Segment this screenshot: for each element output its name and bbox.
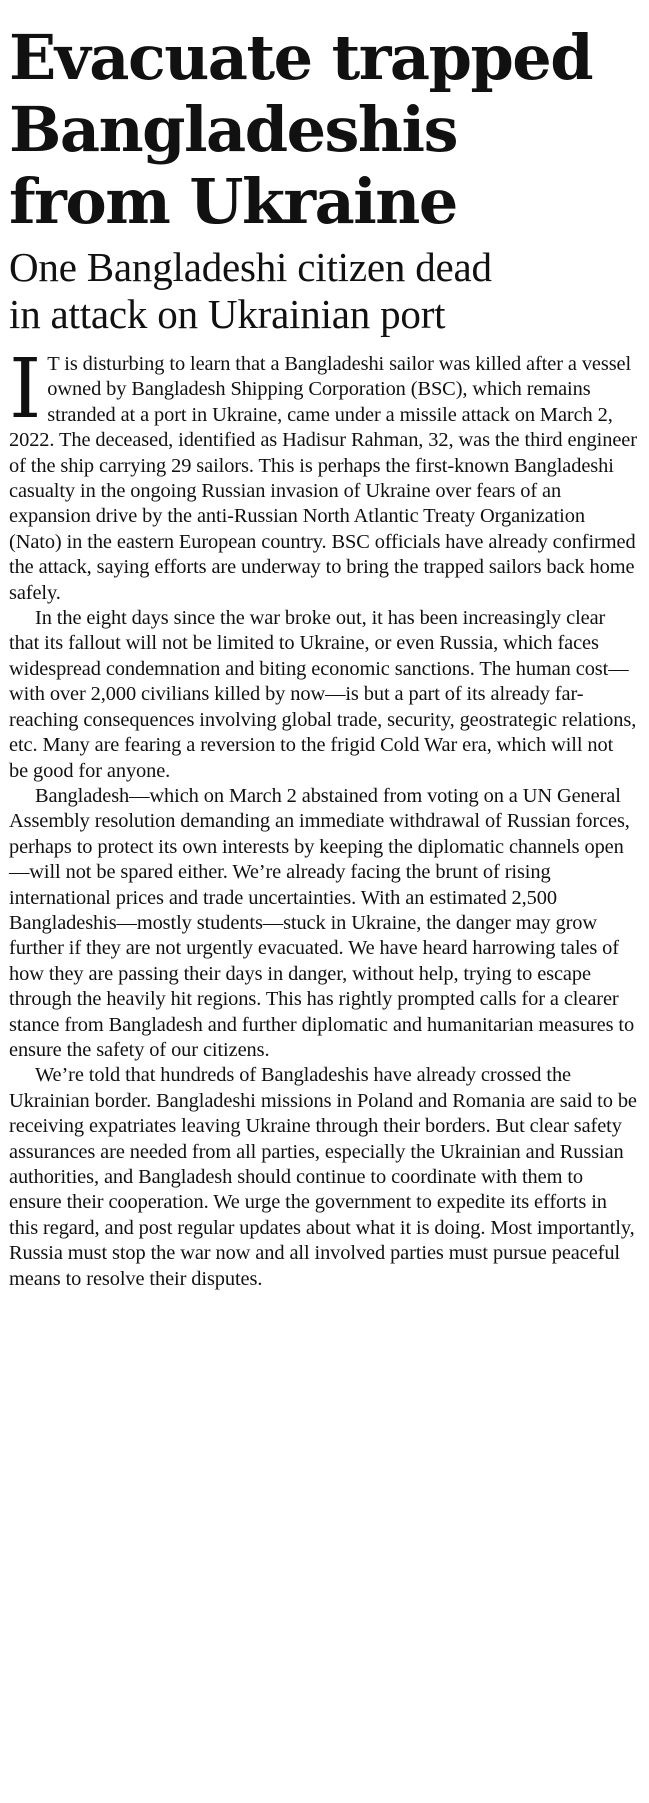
article-body: [9, 342, 637, 1292]
paragraph-1: [9, 342, 637, 606]
editorial-article: [9, 22, 637, 1292]
headline: Evacuate trapped Bangladeshis from Ukraine: [9, 21, 593, 238]
paragraph-1-text: T is disturbing to learn that a Bangladeshi sailor was killed after a vessel owned by Bangladesh Shipping Corporation (BSC), which remains stranded at a port in Ukraine, came under a missile attack on March 2, 2022. The deceased, identified as Hadisur Rahman, 32, was the third engineer of the ship carrying 29 sailors. This is perhaps the first-known Bangladeshi casualty in the ongoing Russian invasion of Ukraine over fears of an expansion drive by the anti-Russian North Atlantic Treaty Organization (Nato) in the eastern European country. BSC officials have already confirmed the attack, saying efforts are underway to bring the trapped sailors back home safely.: [9, 353, 637, 604]
paragraph-3: Bangladesh—which on March 2 abstained from voting on a UN General Assembly resolution demanding an immediate withdrawal of Russian forces, perhaps to protect its own interests by keeping the diplomatic channels open—will not be spared either. We’re already facing the brunt of rising international prices and trade uncertainties. With an estimated 2,500 Bangladeshis—mostly students—stuck in Ukraine, the danger may grow further if they are not urgently evacuated. We have heard harrowing tales of how they are passing their days in danger, without help, trying to escape through the heavily hit regions. This has rightly prompted calls for a clearer stance from Bangladesh and further diplomatic and humanitarian measures to ensure the safety of our citizens.: [9, 784, 635, 1061]
subheadline: One Bangladeshi citizen dead in attack on Ukrainian port: [9, 244, 492, 337]
drop-cap: I: [9, 342, 42, 437]
paragraph-4: We’re told that hundreds of Bangladeshis have already crossed the Ukrainian border. Bangladeshi missions in Poland and Romania are said to be receiving expatriates leaving Ukraine through their borders. But clear safety assurances are needed from all parties, especially the Ukrainian and Russian authorities, and Bangladesh should continue to coordinate with them to ensure their cooperation. We urge the government to expedite its efforts in this regard, and post regular updates about what it is doing. Most importantly, Russia must stop the war now and all involved parties must pursue peaceful means to resolve their disputes.: [9, 1064, 637, 1290]
paragraph-2: In the eight days since the war broke out, it has been increasingly clear that its fallout will not be limited to Ukraine, or even Russia, which faces widespread condemnation and biting economic sanctions. The human cost—with over 2,000 civilians killed by now—is but a part of its already far-reaching consequences involving global trade, security, geostrategic relations, etc. Many are fearing a reversion to the frigid Cold War era, which will not be good for anyone.: [9, 607, 637, 782]
